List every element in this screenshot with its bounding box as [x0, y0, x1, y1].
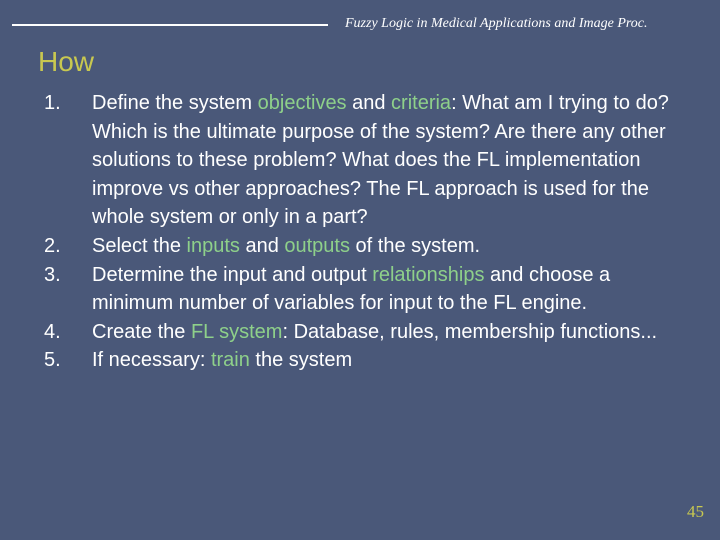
list-item: [0, 232, 720, 261]
highlighted-term: relationships: [372, 263, 485, 286]
list-item-text: [92, 346, 682, 375]
header-rule: [12, 24, 328, 26]
text-segment: Define the system: [92, 92, 258, 114]
list-item-number: 1.: [44, 92, 61, 114]
list-item-number: 5.: [44, 349, 61, 372]
list-item-number: 2.: [44, 234, 61, 257]
text-segment: If necessary:: [92, 349, 211, 372]
text-segment: : Database, rules, membership functions...: [282, 320, 658, 343]
header-title: Fuzzy Logic in Medical Applications and Image Proc.: [345, 16, 648, 31]
text-segment: and: [239, 234, 285, 257]
text-segment: Determine the input and output: [92, 263, 373, 286]
text-segment: and: [346, 92, 392, 114]
list-item: [0, 318, 720, 347]
list-item-text: [92, 232, 682, 261]
steps-list: [0, 89, 720, 375]
page-number: 45: [687, 502, 704, 521]
list-item-number: 4.: [44, 320, 61, 343]
text-segment: the system: [249, 349, 353, 372]
list-item-text: [92, 261, 682, 318]
list-item: [0, 89, 720, 232]
text-segment: : What am I trying to do? Which is the ultimate purpose of the system? Are there any other solutions to these problem? What does the FL implementation improve vs other approaches? The FL approach is used for the whole system or only in a part?: [92, 92, 669, 229]
text-segment: of the system.: [349, 234, 481, 257]
text-segment: and choose a minimum number of variables for input to the FL engine.: [92, 263, 611, 315]
highlighted-term: FL system: [190, 320, 283, 343]
slide-title: How: [38, 46, 95, 77]
list-item-text: [92, 89, 682, 232]
list-item: [0, 261, 720, 318]
highlighted-term: outputs: [284, 234, 350, 257]
list-item-text: [92, 318, 682, 347]
highlighted-term: inputs: [186, 234, 240, 257]
list-item-number: 3.: [44, 263, 61, 286]
highlighted-term: objectives: [257, 92, 347, 114]
highlighted-term: criteria: [391, 92, 452, 114]
highlighted-term: train: [210, 349, 250, 372]
text-segment: Create the: [92, 320, 191, 343]
list-item: [0, 346, 720, 375]
text-segment: Select the: [92, 234, 187, 257]
